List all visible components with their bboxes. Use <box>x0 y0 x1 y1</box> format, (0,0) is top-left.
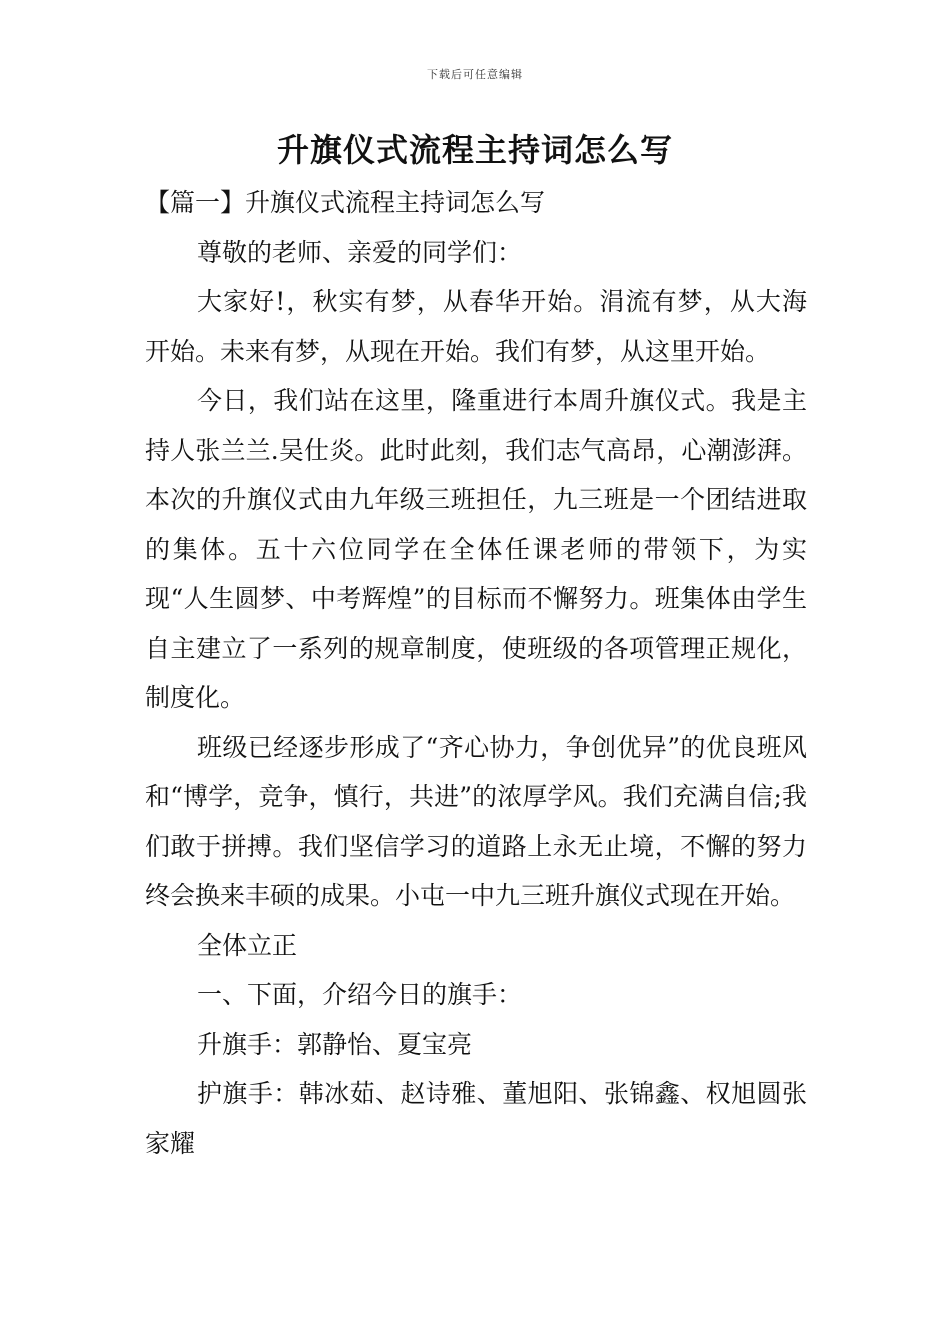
document-body <box>145 178 807 1168</box>
flag-bearers-intro-paragraph: 一、下面，介绍今日的旗手： <box>197 980 523 1009</box>
header-note: 下载后可任意编辑 <box>427 68 523 81</box>
flag-raisers-paragraph: 升旗手：郭静怡、夏宝亮 <box>197 1029 473 1059</box>
flag-guards-paragraph: 护旗手：韩冰茹、赵诗雅、董旭阳、张锦鑫、权旭圆张家耀 <box>145 1079 807 1158</box>
document-title: 升旗仪式流程主持词怎么写 <box>276 131 673 169</box>
introduction-paragraph: 今日，我们站在这里，隆重进行本周升旗仪式。我是主持人张兰兰.吴仕炎。此时此刻，我们志气高昂，心潮澎湃。本次的升旗仪式由九年级三班担任，九三班是一个团结进取的集体。五十六位同学在全体任课老师的带领下，为实现“人生圆梦、中考辉煌”的目标而不懈努力。班集体由学生自主建立了一系列的规章制度，使班级的各项管理正规化，制度化。 <box>145 386 807 712</box>
stand-attention-paragraph: 全体立正 <box>197 930 298 960</box>
greeting-paragraph: 尊敬的老师、亲爱的同学们： <box>197 237 523 267</box>
opening-paragraph: 大家好!，秋实有梦，从春华开始。涓流有梦，从大海开始。未来有梦，从现在开始。我们有梦，从这里开始。 <box>145 287 807 366</box>
class-style-paragraph: 班级已经逐步形成了“齐心协力，争创优异”的优良班风和“博学，竞争，慎行，共进”的浓厚学风。我们充满自信;我们敢于拼搏。我们坚信学习的道路上永无止境，不懈的努力终会换来丰硕的成果。小屯一中九三班升旗仪式现在开始。 <box>145 732 807 910</box>
section-heading: 【篇一】升旗仪式流程主持词怎么写 <box>145 188 546 217</box>
